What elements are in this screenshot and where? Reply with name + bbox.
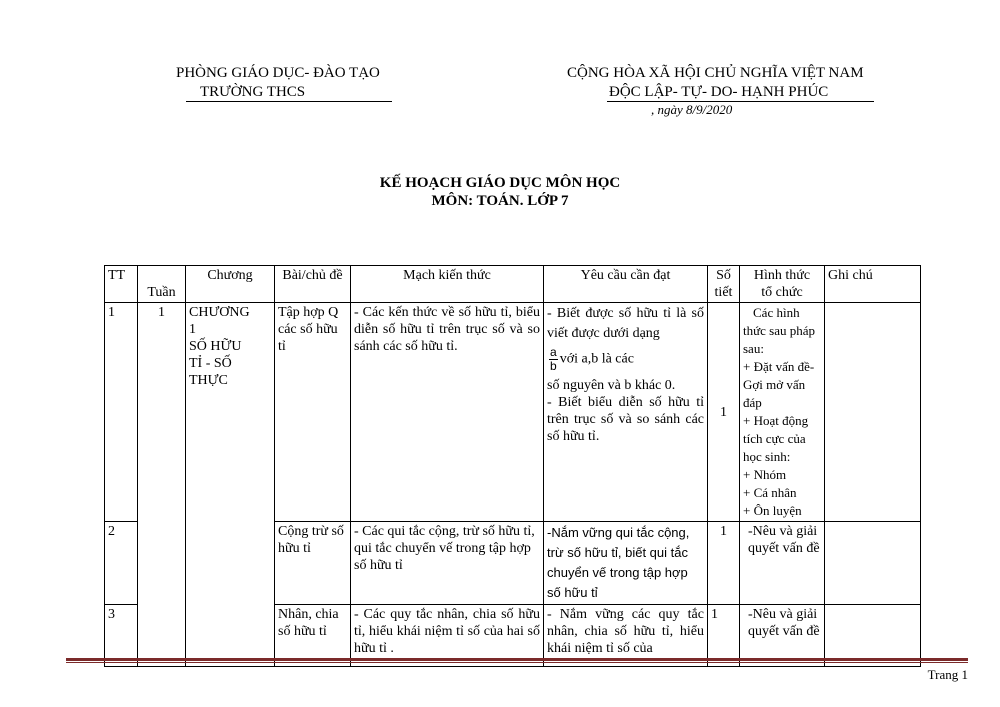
- header-bai: Bài/chủ đề: [275, 266, 351, 303]
- row2-bai: Cộng trừ số hữu tỉ: [275, 522, 351, 605]
- footer-rule-thin: [66, 662, 968, 663]
- table-header-row: [105, 266, 921, 303]
- header-tuan: Tuần: [138, 266, 186, 303]
- header-mach: Mạch kiến thức: [351, 266, 544, 303]
- header-ghichu: Ghi chú: [825, 266, 921, 303]
- motto-underline: [607, 101, 874, 102]
- row1-hinhthuc: [740, 303, 825, 522]
- fraction-denominator: b: [550, 359, 557, 373]
- row1-yc-line3: số nguyên và b khác 0.: [547, 378, 676, 393]
- row2-sotiet: 1: [708, 522, 740, 605]
- row1-ht-line1: Các hình thức sau pháp sau:: [743, 305, 816, 356]
- row1-tuan: 1: [138, 303, 186, 667]
- header-hinhthuc: [740, 266, 825, 303]
- chapter-line5: THỰC: [189, 373, 228, 388]
- chapter-line4: TỈ - SỐ: [189, 356, 232, 371]
- row1-ht-line4: + Nhóm: [743, 467, 787, 482]
- header-chuong: Chương: [186, 266, 275, 303]
- footer-rule-thick: [66, 658, 968, 661]
- school-underline: [186, 101, 392, 102]
- chapter-line1: CHƯƠNG: [189, 305, 250, 320]
- lesson-plan-table: [104, 265, 921, 667]
- row1-tt: 1: [105, 303, 138, 522]
- header-sotiet-line1: Số: [716, 268, 731, 283]
- country-name: CỘNG HÒA XÃ HỘI CHỦ NGHĨA VIỆT NAM: [567, 65, 864, 81]
- header-yeucau: Yêu cầu cần đạt: [544, 266, 708, 303]
- row1-yc-fraction-line: [547, 346, 704, 373]
- row1-ghichu: [825, 303, 921, 522]
- header-hinhthuc-line2: tổ chức: [761, 285, 803, 300]
- row3-yeucau: - Nắm vững các quy tắc nhân, chia số hữu tỉ, hiểu khái niệm tỉ số của: [544, 605, 708, 667]
- school-name: TRƯỜNG THCS: [200, 84, 306, 100]
- chapter-line2: 1: [189, 322, 196, 337]
- document-subtitle: MÔN: TOÁN. LỚP 7: [431, 193, 569, 209]
- row1-yeucau: [544, 303, 708, 522]
- page-number: Trang 1: [927, 667, 968, 682]
- row2-tt: 2: [105, 522, 138, 605]
- row1-yc-line1: - Biết được số hữu tỉ là số viết được dưới dạng: [547, 306, 704, 341]
- row1-mach: - Các kến thức về số hữu tỉ, biểu diễn số hữu tỉ trên trục số và so sánh các số hữu tỉ.: [351, 303, 544, 522]
- document-date: , ngày 8/9/2020: [651, 102, 733, 117]
- row3-tt: 3: [105, 605, 138, 667]
- row1-sotiet: 1: [708, 303, 740, 522]
- header-sotiet: [708, 266, 740, 303]
- row1-yc-line4: - Biết biểu diễn số hữu tỉ trên trục số và so sánh các số hữu tỉ.: [547, 395, 704, 444]
- chapter-cell: [186, 303, 275, 667]
- row2-yeucau: -Nắm vững qui tắc cộng, trừ số hữu tỉ, biết qui tắc chuyển vế trong tập hợp số hữu tỉ: [544, 522, 708, 605]
- row1-yc-line2: với a,b là các: [559, 351, 634, 367]
- fraction-numerator: a: [550, 345, 557, 359]
- table-row: [105, 303, 921, 522]
- row3-bai: Nhân, chia số hữu tỉ: [275, 605, 351, 667]
- row3-hinhthuc: -Nêu và giải quyết vấn đề: [740, 605, 825, 667]
- department-name: PHÒNG GIÁO DỤC- ĐÀO TẠO: [176, 65, 380, 81]
- row3-mach: - Các quy tắc nhân, chia số hữu tỉ, hiểu khái niệm tỉ số của hai số hữu tỉ .: [351, 605, 544, 667]
- header-sotiet-line2: tiết: [714, 285, 733, 300]
- header-tt: TT: [105, 266, 138, 303]
- header-hinhthuc-line1: Hình thức: [753, 268, 811, 283]
- fraction-a-over-b: [549, 346, 558, 373]
- row1-ht-line2: + Đặt vấn đề- Gợi mở vấn đáp: [743, 359, 815, 410]
- row1-ht-line3: + Hoạt động tích cực của học sinh:: [743, 413, 809, 464]
- motto: ĐỘC LẬP- TỰ- DO- HẠNH PHÚC: [609, 84, 829, 100]
- row3-sotiet: 1: [708, 605, 740, 667]
- row2-hinhthuc: -Nêu và giải quyết vấn đề: [740, 522, 825, 605]
- row1-ht-line5: + Cá nhân: [743, 485, 797, 500]
- row2-ghichu: [825, 522, 921, 605]
- row1-bai: Tập hợp Q các số hữu tỉ: [275, 303, 351, 522]
- row2-mach: - Các qui tắc cộng, trừ số hữu tỉ, qui tắc chuyển vế trong tập hợp số hữu tỉ: [351, 522, 544, 605]
- chapter-line3: SỐ HỮU: [189, 339, 242, 354]
- row1-ht-line6: + Ôn luyện: [743, 503, 802, 518]
- document-title: KẾ HOẠCH GIÁO DỤC MÔN HỌC: [379, 175, 621, 191]
